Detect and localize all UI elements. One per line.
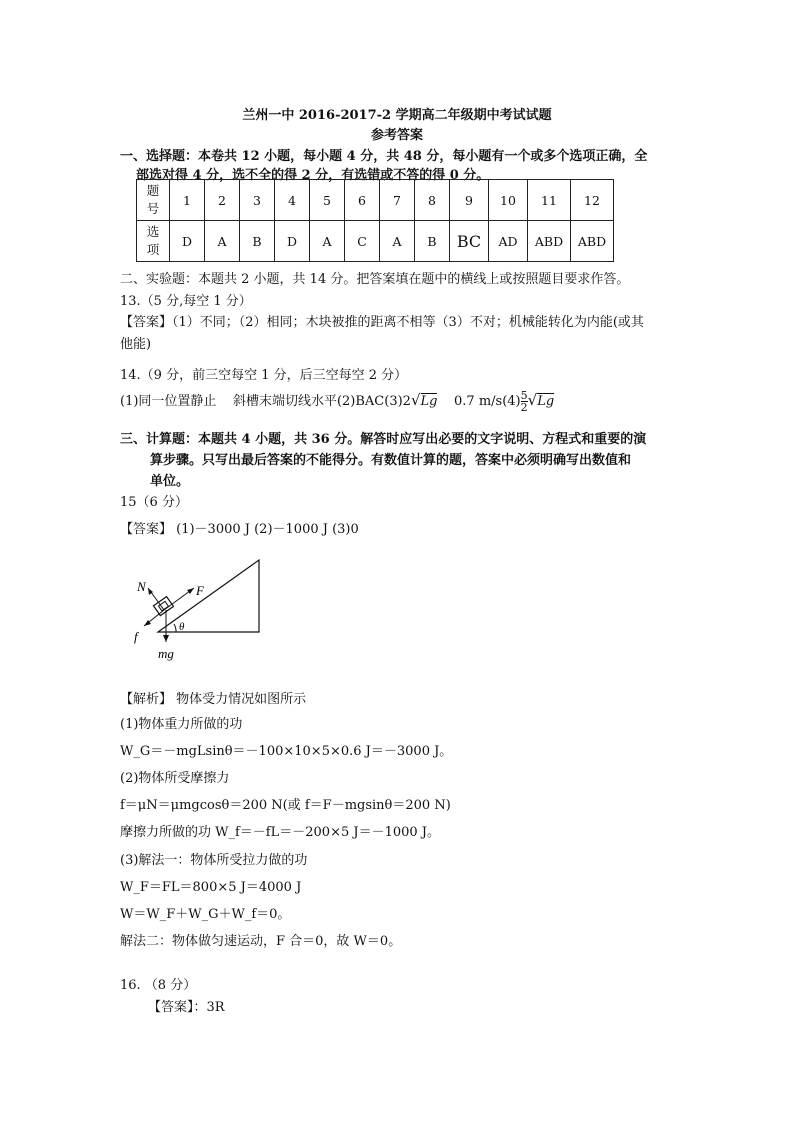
angle-arc — [174, 624, 176, 632]
table-cell: D — [170, 221, 205, 262]
section3-line2: 算步骤。只写出最后答案的不能得分。有数值计算的题，答案中必须明确写出数值和 — [150, 453, 632, 468]
table-cell: A — [310, 221, 345, 262]
q13-answer-line1: 【答案】（1）不同；（2）相同；木块被推的距离不相等（3）不对；机械能转化为内能(或其 — [120, 315, 644, 330]
table-cell: 9 — [450, 180, 489, 221]
q14-answer: (1)同一位置静止 斜槽末端切线水平(2)BAC(3)2√Lg 0.7 m/s(4) $\frac{5}{2}$ √Lg — [120, 389, 555, 414]
label-f-upper: F — [196, 583, 204, 598]
page-title: 兰州一中 2016-2017-2 学期高二年级期中考试试题 — [242, 108, 552, 123]
section2-header: 二、实验题：本题共 2 小题，共 14 分。把答案填在题中的横线上或按照题目要求作答。 — [120, 272, 630, 287]
table-row-numbers — [137, 180, 614, 221]
label-f-lower: f — [134, 629, 138, 644]
table-cell: 10 — [489, 180, 528, 221]
table-cell: D — [275, 221, 310, 262]
section3-line1: 三、计算题：本题共 4 小题，共 36 分。解答时应写出必要的文字说明、方程式和重要的演 — [120, 432, 647, 447]
table-cell: 7 — [380, 180, 415, 221]
table-header-cell: 题 号 — [137, 180, 170, 221]
q15-step: 摩擦力所做的功 W_f＝－fL＝－200×5 J＝－1000 J。 — [120, 825, 440, 840]
q15-step: (1)物体重力所做的功 — [120, 717, 243, 732]
table-cell: A — [205, 221, 240, 262]
table-cell: 6 — [345, 180, 380, 221]
page-subtitle: 参考答案 — [370, 128, 423, 143]
q15-step: W_G＝－mgLsinθ＝－100×10×5×0.6 J＝－3000 J。 — [120, 744, 453, 759]
table-cell: 2 — [205, 180, 240, 221]
table-cell: A — [380, 221, 415, 262]
table-cell: 5 — [310, 180, 345, 221]
q15-header: 15（6 分） — [120, 495, 188, 510]
q15-analysis: 【解析】 物体受力情况如图所示 — [120, 692, 307, 707]
table-cell: 3 — [240, 180, 275, 221]
table-cell: 8 — [415, 180, 450, 221]
table-cell: 11 — [528, 180, 571, 221]
label-theta: θ — [179, 621, 185, 633]
section3-line3: 单位。 — [150, 474, 190, 489]
q16-header: 16. （8 分） — [120, 978, 197, 993]
q13-header: 13.（5 分,每空 1 分） — [120, 294, 252, 309]
table-cell: ABD — [571, 221, 614, 262]
incline-triangle — [158, 560, 259, 632]
section1-line2: 部选对得 4 分，选不全的得 2 分，有选错或不答的得 0 分。 — [136, 168, 490, 183]
q15-step: (3)解法一：物体所受拉力做的功 — [120, 853, 308, 868]
table-cell: 1 — [170, 180, 205, 221]
q15-step: W＝W_F＋W_G＋W_f＝0。 — [120, 907, 291, 922]
table-cell: C — [345, 221, 380, 262]
q15-step: W_F＝FL＝800×5 J＝4000 J — [120, 880, 302, 895]
label-mg: mg — [158, 646, 174, 661]
q15-step: (2)物体所受摩擦力 — [120, 771, 230, 786]
table-cell: 12 — [571, 180, 614, 221]
q15-step: 解法二：物体做匀速运动，F 合＝0，故 W＝0。 — [120, 934, 402, 949]
section1-line1: 一、选择题：本卷共 12 小题，每小题 4 分，共 48 分，每小题有一个或多个选项正确，全 — [120, 149, 648, 164]
table-cell: B — [240, 221, 275, 262]
table-cell: BC — [450, 221, 489, 262]
q16-answer: 【答案】：3R — [148, 1000, 225, 1015]
table-cell: B — [415, 221, 450, 262]
table-header-cell: 选 项 — [137, 221, 170, 262]
answer-table — [136, 179, 614, 262]
table-cell: 4 — [275, 180, 310, 221]
q15-answer: 【答案】 (1)－3000 J (2)－1000 J (3)0 — [120, 522, 359, 537]
force-diagram — [128, 552, 268, 664]
q13-answer-line2: 他能) — [120, 337, 152, 352]
table-cell: ABD — [528, 221, 571, 262]
q14-header: 14.（9 分，前三空每空 1 分，后三空每空 2 分） — [120, 368, 408, 383]
table-cell: AD — [489, 221, 528, 262]
table-row-answers — [137, 221, 614, 262]
fraction: $\frac{5}{2}$ — [520, 389, 528, 414]
q15-step: f＝μN＝μmgcosθ＝200 N(或 f＝F－mgsinθ＝200 N) — [120, 798, 451, 813]
label-n: N — [137, 579, 146, 594]
